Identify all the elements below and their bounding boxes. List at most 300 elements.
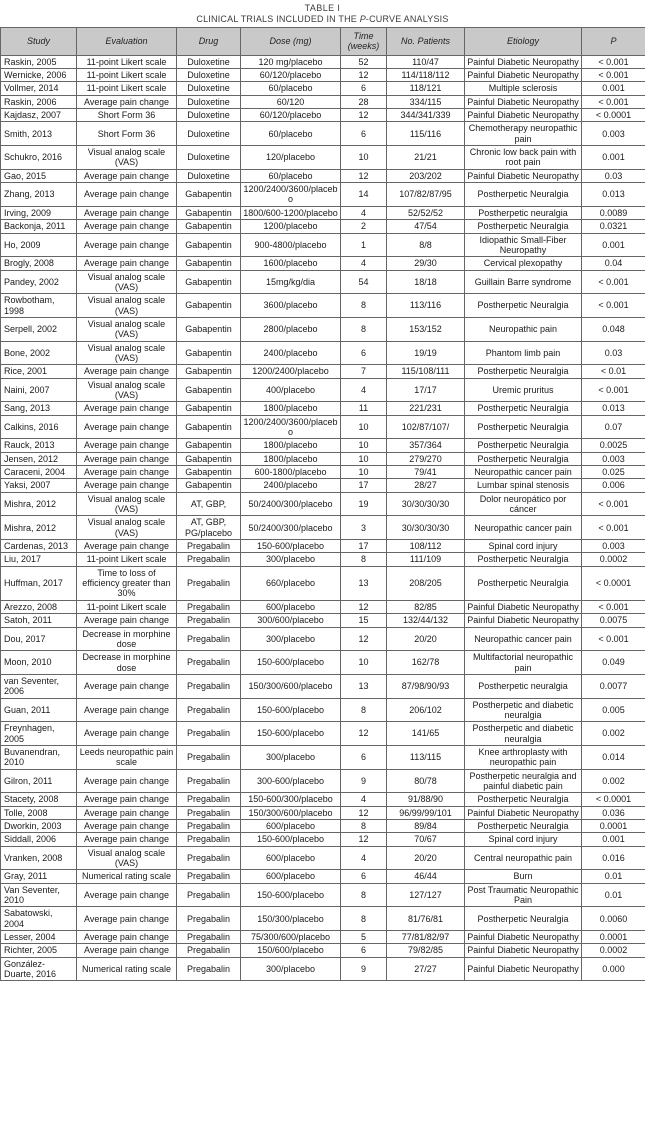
cell-dose: 300/placebo	[241, 553, 341, 566]
table-row	[1, 833, 645, 846]
cell-etiology: Postherpetic Neuralgia	[465, 566, 582, 600]
cell-time-weeks: 8	[341, 294, 387, 318]
table-title-suffix: -CURVE ANALYSIS	[365, 14, 449, 24]
cell-evaluation: 11-point Likert scale	[77, 82, 177, 95]
cell-study: Siddall, 2006	[1, 833, 77, 846]
cell-time-weeks: 12	[341, 109, 387, 122]
cell-dose: 150-600/placebo	[241, 540, 341, 553]
cell-study: Gilron, 2011	[1, 769, 77, 793]
cell-evaluation: Average pain change	[77, 769, 177, 793]
cell-dose: 1800/600-1200/placebo	[241, 206, 341, 219]
cell-evaluation: Average pain change	[77, 169, 177, 182]
cell-etiology: Painful Diabetic Neuropathy	[465, 600, 582, 613]
cell-no-patients: 153/152	[387, 317, 465, 341]
cell-study: Huffman, 2017	[1, 566, 77, 600]
cell-study: Guan, 2011	[1, 698, 77, 722]
table-number: TABLE I	[304, 3, 341, 13]
cell-evaluation: Average pain change	[77, 614, 177, 627]
cell-no-patients: 30/30/30/30	[387, 492, 465, 516]
cell-no-patients: 113/115	[387, 745, 465, 769]
cell-dose: 150-600/placebo	[241, 651, 341, 675]
cell-time-weeks: 12	[341, 69, 387, 82]
cell-study: Rowbotham, 1998	[1, 294, 77, 318]
cell-drug: Gabapentin	[177, 479, 241, 492]
cell-p-value: < 0.001	[582, 378, 645, 402]
cell-time-weeks: 13	[341, 566, 387, 600]
cell-drug: Pregabalin	[177, 870, 241, 883]
cell-evaluation: Decrease in morphine dose	[77, 627, 177, 651]
cell-drug: AT, GBP, PG/placebo	[177, 516, 241, 540]
column-header-dose: Dose (mg)	[241, 28, 341, 56]
cell-drug: Duloxetine	[177, 95, 241, 108]
cell-no-patients: 357/364	[387, 439, 465, 452]
cell-etiology: Chronic low back pain with root pain	[465, 146, 582, 170]
cell-p-value: 0.0075	[582, 614, 645, 627]
cell-p-value: < 0.001	[582, 294, 645, 318]
cell-time-weeks: 8	[341, 553, 387, 566]
cell-dose: 300-600/placebo	[241, 769, 341, 793]
cell-dose: 60/120	[241, 95, 341, 108]
cell-evaluation: Visual analog scale (VAS)	[77, 846, 177, 870]
cell-study: Irving, 2009	[1, 206, 77, 219]
cell-dose: 150/600/placebo	[241, 944, 341, 957]
cell-p-value: 0.001	[582, 146, 645, 170]
cell-evaluation: Leeds neuropathic pain scale	[77, 745, 177, 769]
cell-p-value: 0.002	[582, 722, 645, 746]
column-header-time-weeks: Time (weeks)	[341, 28, 387, 56]
cell-time-weeks: 14	[341, 183, 387, 207]
cell-evaluation: Average pain change	[77, 233, 177, 257]
table-row	[1, 317, 645, 341]
cell-dose: 150-600/placebo	[241, 722, 341, 746]
cell-dose: 150-600/placebo	[241, 883, 341, 907]
cell-etiology: Postherpetic neuralgia and painful diabetic pain	[465, 769, 582, 793]
table-title-prefix: CLINICAL TRIALS INCLUDED IN THE	[196, 14, 360, 24]
table-row	[1, 957, 645, 981]
cell-time-weeks: 8	[341, 698, 387, 722]
cell-no-patients: 115/108/111	[387, 365, 465, 378]
cell-dose: 2800/placebo	[241, 317, 341, 341]
cell-etiology: Postherpetic Neuralgia	[465, 907, 582, 931]
cell-no-patients: 81/76/81	[387, 907, 465, 931]
cell-no-patients: 141/65	[387, 722, 465, 746]
cell-no-patients: 162/78	[387, 651, 465, 675]
cell-etiology: Lumbar spinal stenosis	[465, 479, 582, 492]
cell-p-value: 0.000	[582, 957, 645, 981]
table-row	[1, 627, 645, 651]
table-row	[1, 907, 645, 931]
table-row	[1, 745, 645, 769]
cell-evaluation: Average pain change	[77, 466, 177, 479]
cell-drug: Pregabalin	[177, 931, 241, 944]
cell-p-value: 0.0001	[582, 931, 645, 944]
table-row	[1, 846, 645, 870]
table-row	[1, 95, 645, 108]
cell-p-value: 0.002	[582, 769, 645, 793]
cell-time-weeks: 19	[341, 492, 387, 516]
cell-dose: 1800/placebo	[241, 439, 341, 452]
cell-etiology: Postherpetic and diabetic neuralgia	[465, 722, 582, 746]
cell-no-patients: 28/27	[387, 479, 465, 492]
cell-etiology: Multifactorial neuropathic pain	[465, 651, 582, 675]
cell-etiology: Postherpetic Neuralgia	[465, 220, 582, 233]
cell-etiology: Neuropathic cancer pain	[465, 627, 582, 651]
cell-drug: Gabapentin	[177, 466, 241, 479]
cell-study: Mishra, 2012	[1, 492, 77, 516]
cell-no-patients: 91/88/90	[387, 793, 465, 806]
cell-study: Calkins, 2016	[1, 415, 77, 439]
table-row	[1, 793, 645, 806]
cell-time-weeks: 1	[341, 233, 387, 257]
cell-evaluation: Average pain change	[77, 944, 177, 957]
cell-drug: Duloxetine	[177, 169, 241, 182]
table-row	[1, 183, 645, 207]
table-row	[1, 294, 645, 318]
cell-evaluation: Numerical rating scale	[77, 870, 177, 883]
column-header-no-patients: No. Patients	[387, 28, 465, 56]
cell-evaluation: Average pain change	[77, 674, 177, 698]
cell-study: Freynhagen, 2005	[1, 722, 77, 746]
table-row	[1, 614, 645, 627]
cell-no-patients: 344/341/339	[387, 109, 465, 122]
cell-etiology: Painful Diabetic Neuropathy	[465, 931, 582, 944]
table-row	[1, 378, 645, 402]
table-row	[1, 69, 645, 82]
cell-etiology: Chemotherapy neuropathic pain	[465, 122, 582, 146]
cell-drug: Duloxetine	[177, 146, 241, 170]
cell-etiology: Painful Diabetic Neuropathy	[465, 957, 582, 981]
cell-no-patients: 21/21	[387, 146, 465, 170]
cell-study: Vollmer, 2014	[1, 82, 77, 95]
cell-no-patients: 30/30/30/30	[387, 516, 465, 540]
cell-drug: Gabapentin	[177, 206, 241, 219]
cell-etiology: Postherpetic Neuralgia	[465, 415, 582, 439]
cell-no-patients: 96/99/99/101	[387, 806, 465, 819]
cell-dose: 600/placebo	[241, 870, 341, 883]
cell-p-value: 0.0002	[582, 553, 645, 566]
cell-p-value: < 0.001	[582, 69, 645, 82]
cell-dose: 150-600/300/placebo	[241, 793, 341, 806]
cell-evaluation: 11-point Likert scale	[77, 55, 177, 68]
cell-study: Naini, 2007	[1, 378, 77, 402]
cell-etiology: Painful Diabetic Neuropathy	[465, 69, 582, 82]
cell-drug: Pregabalin	[177, 806, 241, 819]
cell-drug: Pregabalin	[177, 698, 241, 722]
cell-drug: Pregabalin	[177, 745, 241, 769]
cell-etiology: Postherpetic Neuralgia	[465, 553, 582, 566]
cell-study: van Seventer, 2006	[1, 674, 77, 698]
cell-study: Bone, 2002	[1, 341, 77, 365]
cell-drug: Duloxetine	[177, 82, 241, 95]
cell-p-value: 0.04	[582, 257, 645, 270]
cell-time-weeks: 10	[341, 146, 387, 170]
table-row	[1, 769, 645, 793]
cell-etiology: Painful Diabetic Neuropathy	[465, 169, 582, 182]
cell-etiology: Postherpetic Neuralgia	[465, 402, 582, 415]
table-row	[1, 492, 645, 516]
cell-dose: 50/2400/300/placebo	[241, 492, 341, 516]
cell-evaluation: Time to loss of efficiency greater than 30%	[77, 566, 177, 600]
cell-time-weeks: 12	[341, 722, 387, 746]
cell-drug: Gabapentin	[177, 220, 241, 233]
table-title	[0, 14, 645, 24]
cell-etiology: Neuropathic pain	[465, 317, 582, 341]
cell-no-patients: 79/41	[387, 466, 465, 479]
cell-dose: 120/placebo	[241, 146, 341, 170]
cell-time-weeks: 4	[341, 257, 387, 270]
cell-study: Stacety, 2008	[1, 793, 77, 806]
table-row	[1, 931, 645, 944]
cell-p-value: < 0.001	[582, 492, 645, 516]
cell-drug: Gabapentin	[177, 257, 241, 270]
cell-dose: 75/300/600/placebo	[241, 931, 341, 944]
cell-drug: Pregabalin	[177, 793, 241, 806]
cell-evaluation: Average pain change	[77, 931, 177, 944]
cell-etiology: Postherpetic Neuralgia	[465, 820, 582, 833]
cell-evaluation: Visual analog scale (VAS)	[77, 294, 177, 318]
cell-no-patients: 27/27	[387, 957, 465, 981]
cell-p-value: 0.0321	[582, 220, 645, 233]
table-row	[1, 944, 645, 957]
cell-p-value: 0.013	[582, 402, 645, 415]
table-row	[1, 820, 645, 833]
cell-p-value: 0.016	[582, 846, 645, 870]
cell-etiology: Uremic pruritus	[465, 378, 582, 402]
cell-etiology: Painful Diabetic Neuropathy	[465, 95, 582, 108]
cell-no-patients: 127/127	[387, 883, 465, 907]
table-row	[1, 439, 645, 452]
cell-evaluation: 11-point Likert scale	[77, 69, 177, 82]
cell-time-weeks: 8	[341, 883, 387, 907]
cell-time-weeks: 4	[341, 378, 387, 402]
cell-p-value: 0.0089	[582, 206, 645, 219]
cell-no-patients: 113/116	[387, 294, 465, 318]
cell-p-value: 0.003	[582, 452, 645, 465]
table-row	[1, 146, 645, 170]
cell-p-value: < 0.001	[582, 516, 645, 540]
cell-drug: Pregabalin	[177, 833, 241, 846]
cell-no-patients: 77/81/82/97	[387, 931, 465, 944]
cell-time-weeks: 6	[341, 341, 387, 365]
cell-dose: 3600/placebo	[241, 294, 341, 318]
cell-time-weeks: 6	[341, 745, 387, 769]
cell-evaluation: Average pain change	[77, 793, 177, 806]
cell-no-patients: 47/54	[387, 220, 465, 233]
cell-time-weeks: 11	[341, 402, 387, 415]
cell-p-value: < 0.0001	[582, 793, 645, 806]
table-row	[1, 466, 645, 479]
table-row	[1, 883, 645, 907]
cell-dose: 50/2400/300/placebo	[241, 516, 341, 540]
cell-time-weeks: 12	[341, 833, 387, 846]
cell-dose: 1200/placebo	[241, 220, 341, 233]
cell-study: Dworkin, 2003	[1, 820, 77, 833]
cell-study: Mishra, 2012	[1, 516, 77, 540]
cell-drug: Pregabalin	[177, 566, 241, 600]
cell-no-patients: 114/118/112	[387, 69, 465, 82]
cell-evaluation: Visual analog scale (VAS)	[77, 270, 177, 294]
cell-time-weeks: 8	[341, 907, 387, 931]
cell-p-value: 0.014	[582, 745, 645, 769]
cell-time-weeks: 13	[341, 674, 387, 698]
cell-time-weeks: 6	[341, 82, 387, 95]
cell-evaluation: Visual analog scale (VAS)	[77, 317, 177, 341]
cell-etiology: Spinal cord injury	[465, 833, 582, 846]
cell-time-weeks: 10	[341, 452, 387, 465]
table-row	[1, 169, 645, 182]
cell-no-patients: 107/82/87/95	[387, 183, 465, 207]
cell-dose: 1600/placebo	[241, 257, 341, 270]
cell-drug: Gabapentin	[177, 294, 241, 318]
cell-dose: 600/placebo	[241, 846, 341, 870]
cell-etiology: Dolor neuropático por cáncer	[465, 492, 582, 516]
cell-time-weeks: 15	[341, 614, 387, 627]
cell-p-value: 0.005	[582, 698, 645, 722]
cell-drug: Pregabalin	[177, 820, 241, 833]
cell-evaluation: Average pain change	[77, 883, 177, 907]
cell-p-value: < 0.01	[582, 365, 645, 378]
cell-evaluation: Visual analog scale (VAS)	[77, 378, 177, 402]
cell-dose: 2400/placebo	[241, 479, 341, 492]
cell-p-value: < 0.001	[582, 270, 645, 294]
cell-etiology: Postherpetic Neuralgia	[465, 183, 582, 207]
cell-p-value: < 0.001	[582, 600, 645, 613]
cell-study: Vranken, 2008	[1, 846, 77, 870]
cell-drug: Gabapentin	[177, 452, 241, 465]
cell-dose: 1800/placebo	[241, 452, 341, 465]
cell-p-value: 0.0060	[582, 907, 645, 931]
cell-dose: 150/300/placebo	[241, 907, 341, 931]
cell-no-patients: 206/102	[387, 698, 465, 722]
cell-etiology: Painful Diabetic Neuropathy	[465, 614, 582, 627]
cell-dose: 60/placebo	[241, 169, 341, 182]
cell-no-patients: 18/18	[387, 270, 465, 294]
cell-no-patients: 208/205	[387, 566, 465, 600]
table-row	[1, 452, 645, 465]
cell-dose: 660/placebo	[241, 566, 341, 600]
cell-drug: Pregabalin	[177, 769, 241, 793]
cell-p-value: 0.025	[582, 466, 645, 479]
cell-etiology: Neuropathic cancer pain	[465, 516, 582, 540]
cell-no-patients: 82/85	[387, 600, 465, 613]
cell-p-value: 0.013	[582, 183, 645, 207]
cell-study: Caraceni, 2004	[1, 466, 77, 479]
cell-p-value: 0.03	[582, 169, 645, 182]
cell-study: Sabatowski, 2004	[1, 907, 77, 931]
table-row	[1, 722, 645, 746]
cell-drug: Pregabalin	[177, 651, 241, 675]
table-row	[1, 341, 645, 365]
cell-etiology: Knee arthroplasty with neuropathic pain	[465, 745, 582, 769]
cell-drug: Pregabalin	[177, 944, 241, 957]
table-caption	[0, 3, 645, 24]
cell-etiology: Idiopathic Small-Fiber Neuropathy	[465, 233, 582, 257]
cell-no-patients: 87/98/90/93	[387, 674, 465, 698]
cell-study: Zhang, 2013	[1, 183, 77, 207]
cell-drug: Pregabalin	[177, 722, 241, 746]
cell-etiology: Postherpetic and diabetic neuralgia	[465, 698, 582, 722]
cell-study: Rice, 2001	[1, 365, 77, 378]
cell-drug: Gabapentin	[177, 402, 241, 415]
cell-study: Lesser, 2004	[1, 931, 77, 944]
cell-drug: AT, GBP,	[177, 492, 241, 516]
cell-drug: Gabapentin	[177, 415, 241, 439]
cell-evaluation: Average pain change	[77, 365, 177, 378]
cell-drug: Gabapentin	[177, 183, 241, 207]
cell-drug: Pregabalin	[177, 614, 241, 627]
cell-evaluation: Average pain change	[77, 479, 177, 492]
cell-evaluation: Average pain change	[77, 540, 177, 553]
cell-study: González-Duarte, 2016	[1, 957, 77, 981]
cell-evaluation: Average pain change	[77, 183, 177, 207]
cell-etiology: Burn	[465, 870, 582, 883]
cell-evaluation: Average pain change	[77, 698, 177, 722]
cell-p-value: 0.0002	[582, 944, 645, 957]
table-row	[1, 233, 645, 257]
cell-study: Pandey, 2002	[1, 270, 77, 294]
cell-study: Raskin, 2006	[1, 95, 77, 108]
cell-study: Raskin, 2005	[1, 55, 77, 68]
cell-dose: 150-600/placebo	[241, 698, 341, 722]
cell-evaluation: Short Form 36	[77, 122, 177, 146]
cell-no-patients: 102/87/107/	[387, 415, 465, 439]
cell-evaluation: Numerical rating scale	[77, 957, 177, 981]
table-row	[1, 566, 645, 600]
cell-no-patients: 20/20	[387, 627, 465, 651]
cell-no-patients: 29/30	[387, 257, 465, 270]
cell-no-patients: 46/44	[387, 870, 465, 883]
cell-etiology: Post Traumatic Neuropathic Pain	[465, 883, 582, 907]
cell-no-patients: 70/67	[387, 833, 465, 846]
cell-p-value: < 0.0001	[582, 109, 645, 122]
cell-evaluation: Average pain change	[77, 439, 177, 452]
cell-evaluation: Average pain change	[77, 907, 177, 931]
cell-drug: Duloxetine	[177, 109, 241, 122]
table-row	[1, 651, 645, 675]
column-header-study: Study	[1, 28, 77, 56]
table-row	[1, 122, 645, 146]
cell-drug: Duloxetine	[177, 69, 241, 82]
cell-evaluation: 11-point Likert scale	[77, 553, 177, 566]
cell-evaluation: Average pain change	[77, 206, 177, 219]
cell-study: Sang, 2013	[1, 402, 77, 415]
cell-time-weeks: 10	[341, 415, 387, 439]
cell-no-patients: 79/82/85	[387, 944, 465, 957]
cell-etiology: Multiple sclerosis	[465, 82, 582, 95]
cell-p-value: 0.03	[582, 341, 645, 365]
cell-time-weeks: 2	[341, 220, 387, 233]
cell-no-patients: 111/109	[387, 553, 465, 566]
table-row	[1, 698, 645, 722]
cell-dose: 60/120/placebo	[241, 109, 341, 122]
cell-drug: Pregabalin	[177, 846, 241, 870]
cell-study: Gao, 2015	[1, 169, 77, 182]
cell-p-value: 0.006	[582, 479, 645, 492]
cell-drug: Pregabalin	[177, 907, 241, 931]
cell-study: Buvanendran, 2010	[1, 745, 77, 769]
cell-study: Backonja, 2011	[1, 220, 77, 233]
cell-time-weeks: 10	[341, 466, 387, 479]
cell-time-weeks: 5	[341, 931, 387, 944]
cell-drug: Pregabalin	[177, 627, 241, 651]
cell-drug: Pregabalin	[177, 540, 241, 553]
cell-drug: Gabapentin	[177, 365, 241, 378]
cell-study: Tolle, 2008	[1, 806, 77, 819]
cell-time-weeks: 52	[341, 55, 387, 68]
cell-dose: 1200/2400/3600/placebo	[241, 183, 341, 207]
cell-dose: 1800/placebo	[241, 402, 341, 415]
cell-evaluation: Average pain change	[77, 220, 177, 233]
